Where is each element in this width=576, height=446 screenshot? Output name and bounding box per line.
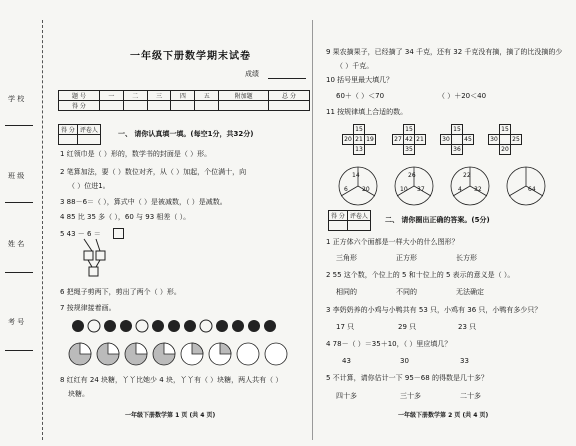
score-header: 五 bbox=[195, 91, 219, 101]
cross-cell: 27 bbox=[394, 136, 402, 143]
circle-number: 14 bbox=[352, 172, 360, 179]
name-line bbox=[5, 272, 33, 273]
score-header: 三 bbox=[147, 91, 171, 101]
cross-cell: 19 bbox=[366, 136, 374, 143]
choice-3-option-b: 29 只 bbox=[398, 323, 417, 331]
choice-2-option-c: 无法确定 bbox=[456, 288, 484, 296]
page-2-footer: 一年级下册数学第 2 页 (共 4 页) bbox=[398, 412, 489, 419]
cross-cell: 15 bbox=[501, 126, 509, 133]
choice-5-option-c: 二十多 bbox=[460, 392, 481, 400]
question-2-line1: 2 笔算加法，要（ ）数位对齐，从（ ）加起，个位满十，向 bbox=[60, 168, 247, 176]
choice-question-5: 5 不计算，请你估计一下 95－68 的得数是几十多？ bbox=[326, 374, 488, 382]
score-label: 成绩 bbox=[245, 70, 259, 78]
score-header: 附加题 bbox=[219, 91, 269, 101]
score-header: 一 bbox=[99, 91, 123, 101]
binding-line bbox=[42, 20, 43, 440]
circle-number: 64 bbox=[528, 186, 536, 193]
choice-question-2: 2 55 这个数，个位上的 5 和十位上的 5 表示的意义是（ ）。 bbox=[326, 271, 515, 279]
section-2-heading: 二、 请你圈出正确的答案。(5分) bbox=[385, 216, 490, 224]
choice-question-1: 1 正方体六个面都是一样大小的什么图形？ bbox=[326, 238, 459, 246]
cross-cell: 15 bbox=[453, 126, 461, 133]
circle-number: 32 bbox=[474, 186, 482, 193]
exam-title: 一年级下册数学期末试卷 bbox=[130, 51, 251, 62]
score-header: 总 分 bbox=[268, 91, 309, 101]
score-header: 二 bbox=[123, 91, 147, 101]
cross-cell: 15 bbox=[355, 126, 363, 133]
cross-cell: 20 bbox=[344, 136, 352, 143]
question-2-line2: （ ）位进1。 bbox=[68, 182, 110, 190]
name-label: 姓 名 bbox=[8, 240, 25, 248]
cross-cell: 13 bbox=[355, 146, 363, 153]
choice-4-option-b: 30 bbox=[400, 357, 409, 365]
cross-cell: 25 bbox=[512, 136, 520, 143]
score-row-label: 得 分 bbox=[59, 101, 100, 111]
score-header: 题 号 bbox=[59, 91, 100, 101]
choice-2-option-a: 相同的 bbox=[336, 288, 357, 296]
choice-1-option-a: 三角形 bbox=[336, 254, 357, 262]
question-10-a: 60＋（ ）＜70 bbox=[336, 92, 385, 100]
circle-number: 4 bbox=[458, 186, 462, 193]
choice-4-option-a: 43 bbox=[342, 357, 351, 365]
fruit-pattern bbox=[70, 316, 300, 336]
cross-cell: 30 bbox=[442, 136, 450, 143]
score-line bbox=[268, 78, 306, 79]
grader-score: 得 分 bbox=[329, 211, 348, 221]
question-8-line2: 块糖。 bbox=[68, 390, 89, 398]
school-line bbox=[5, 125, 33, 126]
score-table bbox=[58, 90, 310, 111]
grader-score: 得 分 bbox=[59, 125, 78, 135]
number-cross-2 bbox=[392, 124, 426, 155]
choice-4-option-c: 33 bbox=[460, 357, 469, 365]
grader-name: 评卷人 bbox=[347, 211, 370, 221]
cross-cell: 30 bbox=[490, 136, 498, 143]
circle-number: 22 bbox=[463, 172, 471, 179]
grader-box bbox=[58, 124, 101, 145]
page-fold bbox=[312, 20, 313, 440]
question-8-line1: 8 红红有 24 块糖，丫丫比她少 4 块，丫丫有（ ）块糖，两人共有（ ） bbox=[60, 376, 283, 384]
cross-cell: 21 bbox=[355, 136, 363, 143]
question-9-line1: 9 果农摘果子，已经摘了 34 千克，还有 32 千克没有摘，摘了的比没摘的少 bbox=[326, 48, 563, 56]
section-1-heading: 一、 请你认真填一填。(每空1分，共32分) bbox=[118, 130, 254, 138]
grader-name: 评卷人 bbox=[77, 125, 100, 135]
number-cross-3 bbox=[440, 124, 474, 155]
choice-2-option-b: 不同的 bbox=[396, 288, 417, 296]
pie-pattern bbox=[68, 340, 298, 368]
page-1-footer: 一年级下册数学第 1 页 (共 4 页) bbox=[125, 412, 216, 419]
split-diagram bbox=[78, 237, 118, 277]
cross-cell: 35 bbox=[405, 146, 413, 153]
circle-number: 6 bbox=[344, 186, 348, 193]
choice-3-option-c: 23 只 bbox=[458, 323, 477, 331]
choice-question-4: 4 78－（ ）＝35＋10，（ ）里应填几？ bbox=[326, 340, 452, 348]
choice-1-option-c: 长方形 bbox=[456, 254, 477, 262]
student-id-label: 考 号 bbox=[8, 318, 25, 326]
choice-5-option-a: 四十多 bbox=[336, 392, 357, 400]
choice-question-3: 3 李奶奶养的小鸡与小鸭共有 53 只，小鸡有 36 只，小鸭有多少只？ bbox=[326, 306, 542, 314]
class-line bbox=[5, 202, 33, 203]
cross-cell: 42 bbox=[405, 136, 413, 143]
grader-box-2 bbox=[328, 210, 371, 231]
cross-cell: 45 bbox=[464, 136, 472, 143]
question-10: 10 括号里最大填几？ bbox=[326, 76, 394, 84]
student-id-line bbox=[5, 350, 33, 351]
score-header: 四 bbox=[171, 91, 195, 101]
circle-number: 20 bbox=[362, 186, 370, 193]
question-11: 11 按规律填上合适的数。 bbox=[326, 108, 408, 116]
circle-number: 10 bbox=[400, 186, 408, 193]
number-cross-4 bbox=[488, 124, 522, 155]
choice-3-option-a: 17 只 bbox=[336, 323, 355, 331]
choice-5-option-b: 三十多 bbox=[400, 392, 421, 400]
question-3: 3 88－6＝（ ），算式中（ ）是被减数，（ ）是减数。 bbox=[60, 198, 227, 206]
question-1: 1 红领巾是（ ）形的，数学书的封面是（ ）形。 bbox=[60, 150, 212, 158]
school-label: 学 校 bbox=[8, 95, 25, 103]
question-5-expression: 5 43 － 6 ＝ bbox=[60, 230, 101, 238]
choice-1-option-b: 正方形 bbox=[396, 254, 417, 262]
cross-cell: 36 bbox=[453, 146, 461, 153]
question-9-line2: （ ）千克。 bbox=[336, 62, 374, 70]
question-6: 6 把绳子剪两下，剪出了两个（ ）形。 bbox=[60, 288, 181, 296]
question-10-b: （ ）＋20＜40 bbox=[438, 92, 487, 100]
circle-number: 37 bbox=[417, 186, 425, 193]
class-label: 班 级 bbox=[8, 172, 25, 180]
circle-number: 26 bbox=[408, 172, 416, 179]
number-cross-1 bbox=[342, 124, 376, 155]
question-7: 7 按规律接着画。 bbox=[60, 304, 116, 312]
cross-cell: 15 bbox=[405, 126, 413, 133]
cross-cell: 20 bbox=[501, 146, 509, 153]
question-4: 4 85 比 35 多（ ），60 与 93 相差（ ）。 bbox=[60, 213, 191, 221]
cross-cell: 21 bbox=[416, 136, 424, 143]
